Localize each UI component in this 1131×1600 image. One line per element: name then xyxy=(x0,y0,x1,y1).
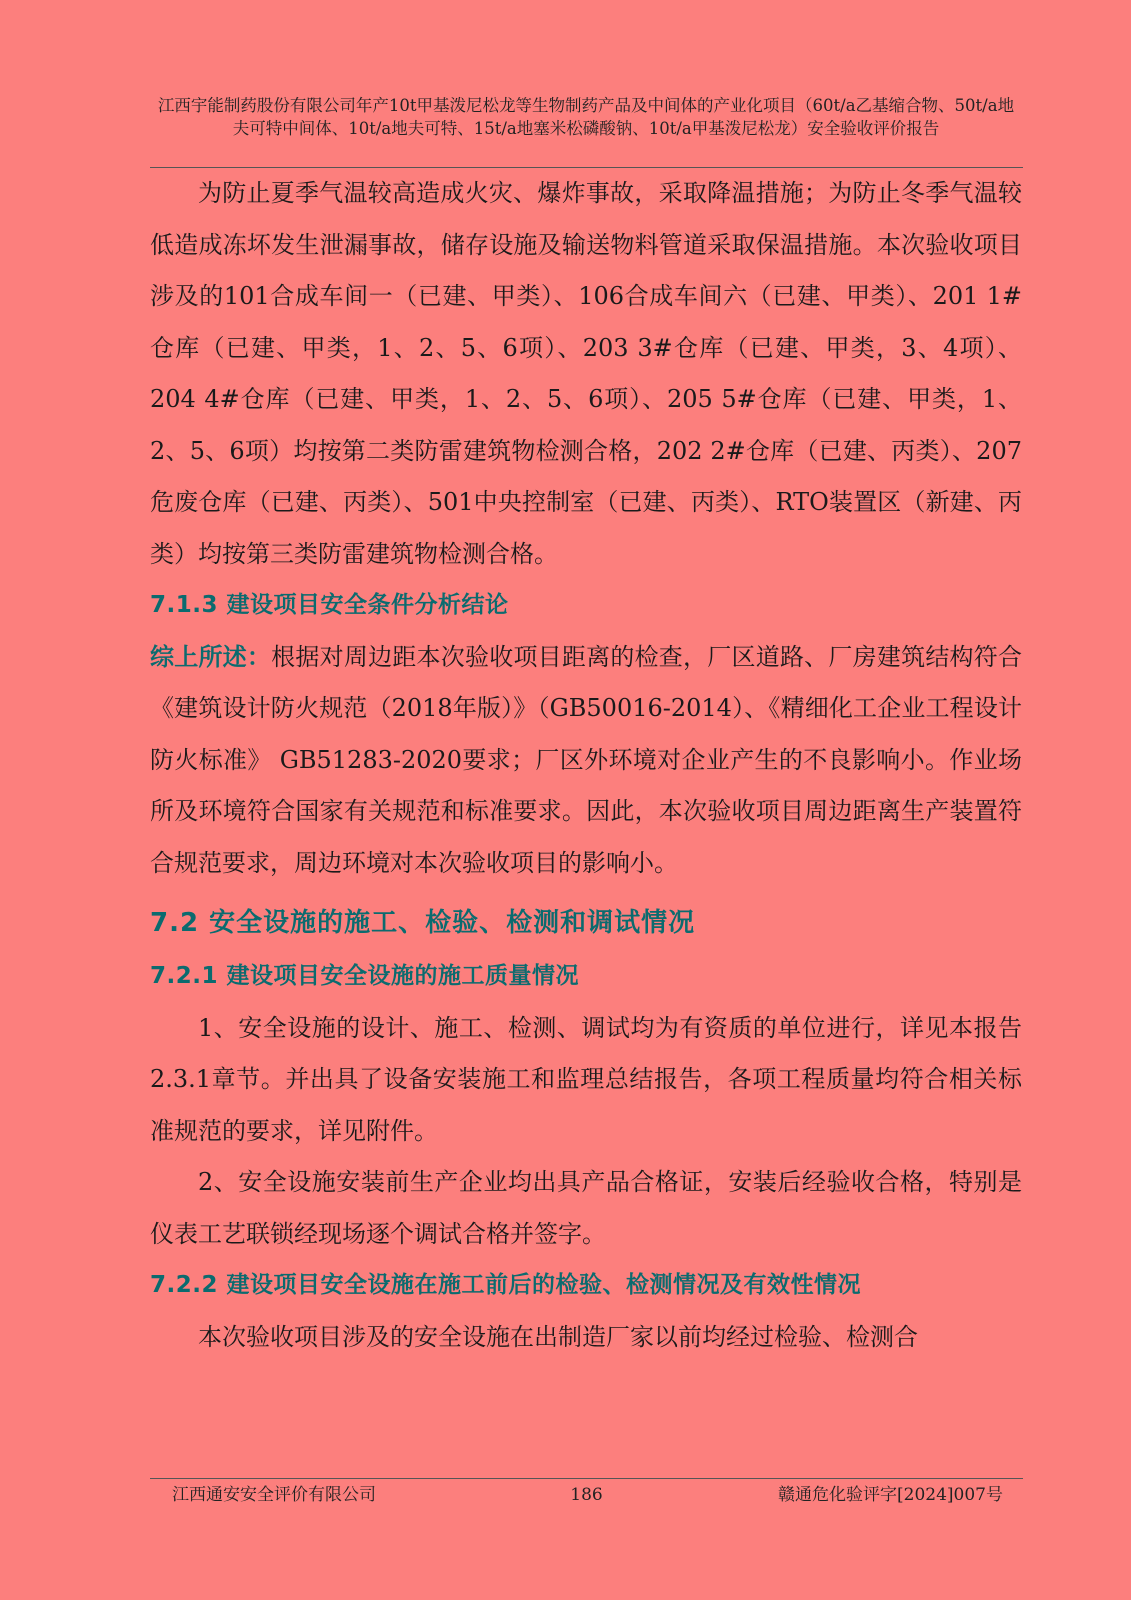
footer-company: 江西通安安全评价有限公司 xyxy=(172,1485,376,1505)
paragraph-conclusion xyxy=(150,632,1022,890)
paragraph-inspection: 本次验收项目涉及的安全设施在出制造厂家以前均经过检验、检测合 xyxy=(198,1322,918,1351)
heading-7-2-1: 7.2.1 建设项目安全设施的施工质量情况 xyxy=(150,963,579,989)
footer-divider xyxy=(150,1478,1023,1479)
page-body xyxy=(150,168,1022,1363)
paragraph-lightning-protection: 为防止夏季气温较高造成火灾、爆炸事故，采取降温措施；为防止冬季气温较低造成冻坏发生泄漏事故，储存设施及输送物料管道采取保温措施。本次验收项目涉及的101合成车间一（已建、甲类）、106合成车间六（已建、甲类）、201 1#仓库（已建、甲类，1、2、5、6项）、203 3#仓库（已建、甲类，3、4项）、204 4#仓库（已建、甲类，1、2、5、6项）、205 5#仓库（已建、甲类，1、2、5、6项）均按第二类防雷建筑物检测合格，202 2#仓库（已建、丙类）、207危废仓库（已建、丙类）、501中央控制室（已建、丙类）、RTO装置区（新建、丙类）均按第三类防雷建筑物检测合格。 xyxy=(150,179,1022,568)
conclusion-lead: 综上所述： xyxy=(150,642,272,671)
page-number: 186 xyxy=(570,1485,603,1505)
footer-doc-number: 赣通危化验评字[2024]007号 xyxy=(778,1485,1003,1505)
heading-7-1-3: 7.1.3 建设项目安全条件分析结论 xyxy=(150,592,509,618)
conclusion-text: 根据对周边距本次验收项目距离的检查，厂区道路、厂房建筑结构符合《建筑设计防火规范（2018年版）》（GB50016-2014）、《精细化工企业工程设计防火标准》 GB51283-2020要求；厂区外环境对企业产生的不良影响小。作业场所及环境符合国家有关规范和标准要求。因此，本次验收项目周边距离生产装置符合规范要求，周边环境对本次验收项目的影响小。 xyxy=(150,642,1023,877)
paragraph-item-1: 1、安全设施的设计、施工、检测、调试均为有资质的单位进行，详见本报告2.3.1章节。并出具了设备安装施工和监理总结报告，各项工程质量均符合相关标准规范的要求，详见附件。 xyxy=(150,1013,1022,1145)
heading-7-2: 7.2 安全设施的施工、检验、检测和调试情况 xyxy=(150,908,696,938)
page-header: 江西宇能制药股份有限公司年产10t甲基泼尼松龙等生物制药产品及中间体的产业化项目（60t/a乙基缩合物、50t/a地夫可特中间体、10t/a地夫可特、15t/a地塞米松磷酸钠、10t/a甲基泼尼松龙）安全验收评价报告 xyxy=(157,96,1015,138)
page-footer xyxy=(150,1482,1023,1508)
paragraph-item-2: 2、安全设施安装前生产企业均出具产品合格证，安装后经验收合格，特别是仪表工艺联锁经现场逐个调试合格并签字。 xyxy=(150,1168,1022,1248)
heading-7-2-2: 7.2.2 建设项目安全设施在施工前后的检验、检测情况及有效性情况 xyxy=(150,1272,861,1298)
